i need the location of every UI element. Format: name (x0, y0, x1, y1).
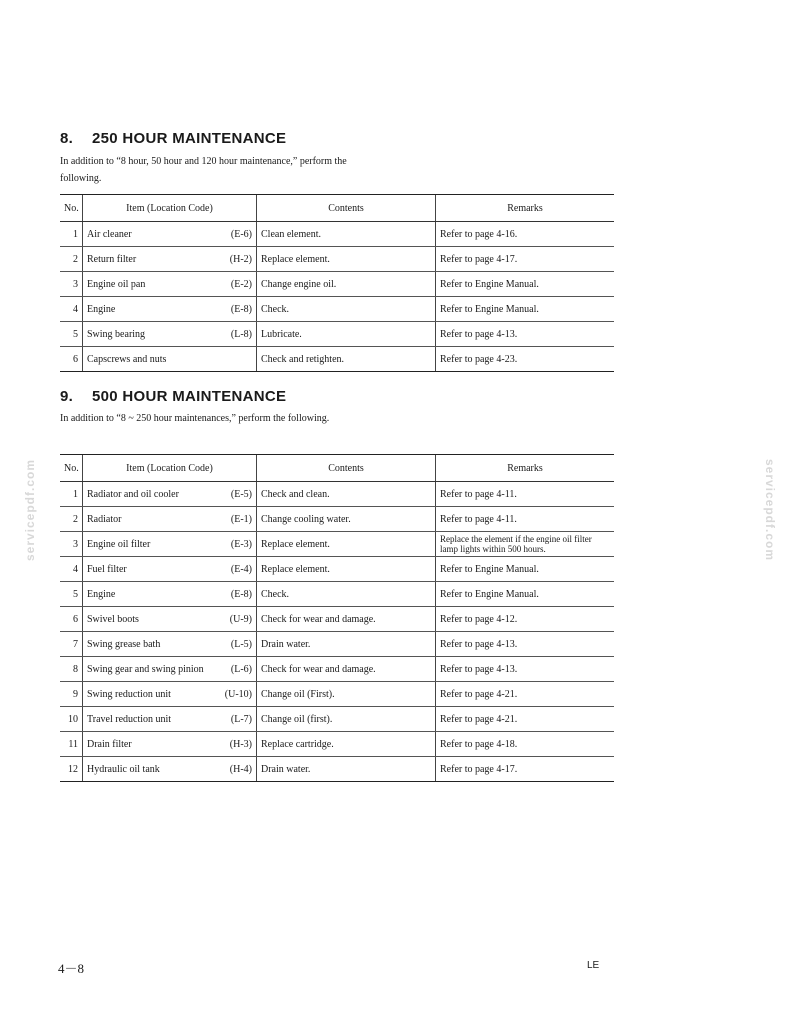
item-location-code: (E-8) (230, 588, 252, 600)
row-contents: Check. (257, 582, 436, 607)
row-item (83, 247, 257, 272)
row-number: 4 (60, 297, 83, 322)
table-row (60, 507, 614, 532)
row-remarks: Refer to page 4-21. (436, 682, 615, 707)
header-item: Item (Location Code) (83, 455, 257, 482)
row-remarks: Refer to page 4-13. (436, 632, 615, 657)
row-contents: Replace cartridge. (257, 732, 436, 757)
row-remarks: Refer to page 4-11. (436, 482, 615, 507)
section-250-title (60, 130, 286, 147)
item-name: Swivel boots (87, 613, 139, 625)
row-item (83, 607, 257, 632)
section-500-intro: In addition to “8 ~ 250 hour maintenances,” perform the following. (60, 413, 330, 424)
item-name: Engine (87, 588, 116, 600)
table-row (60, 532, 614, 557)
item-location-code: (H-2) (229, 253, 252, 265)
row-contents: Change oil (first). (257, 707, 436, 732)
row-contents: Check. (257, 297, 436, 322)
row-item (83, 482, 257, 507)
row-contents: Check for wear and damage. (257, 657, 436, 682)
table-500-hour (60, 454, 614, 782)
table-250-hour (60, 194, 614, 372)
row-remarks: Refer to Engine Manual. (436, 272, 615, 297)
row-number: 5 (60, 322, 83, 347)
item-location-code: (L-5) (230, 638, 252, 650)
row-item (83, 632, 257, 657)
table-row (60, 272, 614, 297)
item-location-code: (U-9) (229, 613, 252, 625)
row-remarks: Refer to page 4-12. (436, 607, 615, 632)
item-location-code: (U-10) (224, 688, 252, 700)
row-remarks: Refer to page 4-23. (436, 347, 615, 372)
section-500-title (60, 388, 286, 405)
header-item: Item (Location Code) (83, 195, 257, 222)
watermark-left: servicepdf.com (23, 458, 37, 562)
item-location-code: (L-6) (230, 663, 252, 675)
row-item (83, 582, 257, 607)
item-name: Capscrews and nuts (87, 353, 167, 365)
row-number: 9 (60, 682, 83, 707)
row-number: 7 (60, 632, 83, 657)
row-contents: Change engine oil. (257, 272, 436, 297)
item-location-code: (L-8) (230, 328, 252, 340)
table-row (60, 247, 614, 272)
row-number: 8 (60, 657, 83, 682)
item-location-code: (E-1) (230, 513, 252, 525)
section-250-number: 8. (60, 130, 74, 147)
header-remarks: Remarks (436, 455, 615, 482)
item-name: Swing gear and swing pinion (87, 663, 204, 675)
row-remarks: Replace the element if the engine oil filter lamp lights within 500 hours. (436, 532, 615, 557)
row-item (83, 272, 257, 297)
row-contents: Drain water. (257, 632, 436, 657)
row-item (83, 557, 257, 582)
row-contents: Change oil (First). (257, 682, 436, 707)
table-row (60, 582, 614, 607)
header-contents: Contents (257, 195, 436, 222)
row-remarks: Refer to page 4-16. (436, 222, 615, 247)
row-item (83, 732, 257, 757)
row-number: 4 (60, 557, 83, 582)
row-item (83, 347, 257, 372)
section-250-title-text: 250 HOUR MAINTENANCE (92, 130, 287, 147)
table-250-body (60, 222, 614, 372)
row-number: 2 (60, 507, 83, 532)
table-500-body (60, 482, 614, 782)
row-contents: Replace element. (257, 247, 436, 272)
table-row (60, 297, 614, 322)
row-item (83, 222, 257, 247)
table-header-row (60, 195, 614, 222)
row-number: 6 (60, 347, 83, 372)
watermark-right: servicepdf.com (763, 458, 777, 562)
header-remarks: Remarks (436, 195, 615, 222)
row-contents: Check and clean. (257, 482, 436, 507)
header-contents: Contents (257, 455, 436, 482)
row-contents: Drain water. (257, 757, 436, 782)
row-remarks: Refer to Engine Manual. (436, 297, 615, 322)
table-row (60, 632, 614, 657)
item-location-code: (E-4) (230, 563, 252, 575)
item-name: Drain filter (87, 738, 132, 750)
item-name: Swing grease bath (87, 638, 161, 650)
item-name: Radiator and oil cooler (87, 488, 179, 500)
row-remarks: Refer to page 4-21. (436, 707, 615, 732)
item-location-code: (E-5) (230, 488, 252, 500)
table-row (60, 482, 614, 507)
row-item (83, 507, 257, 532)
row-number: 5 (60, 582, 83, 607)
header-no: No. (60, 195, 83, 222)
table-header-row (60, 455, 614, 482)
table-row (60, 347, 614, 372)
section-500-title-text: 500 HOUR MAINTENANCE (92, 388, 287, 405)
row-remarks: Refer to page 4-17. (436, 757, 615, 782)
row-number: 1 (60, 482, 83, 507)
section-500-number: 9. (60, 388, 74, 405)
item-name: Radiator (87, 513, 122, 525)
item-name: Swing bearing (87, 328, 146, 340)
row-contents: Lubricate. (257, 322, 436, 347)
table-row (60, 682, 614, 707)
table-row (60, 557, 614, 582)
row-remarks: Refer to page 4-18. (436, 732, 615, 757)
header-no: No. (60, 455, 83, 482)
row-number: 6 (60, 607, 83, 632)
row-contents: Replace element. (257, 532, 436, 557)
item-name: Engine (87, 303, 116, 315)
row-contents: Replace element. (257, 557, 436, 582)
item-name: Travel reduction unit (87, 713, 172, 725)
item-name: Air cleaner (87, 228, 132, 240)
row-contents: Check and retighten. (257, 347, 436, 372)
row-remarks: Refer to page 4-11. (436, 507, 615, 532)
item-location-code: (E-6) (230, 228, 252, 240)
item-name: Return filter (87, 253, 137, 265)
item-location-code: (L-7) (230, 713, 252, 725)
item-name: Engine oil filter (87, 538, 151, 550)
row-remarks: Refer to Engine Manual. (436, 557, 615, 582)
table-row (60, 607, 614, 632)
item-location-code: (H-3) (229, 738, 252, 750)
row-number: 10 (60, 707, 83, 732)
row-item (83, 757, 257, 782)
item-location-code: (E-3) (230, 538, 252, 550)
item-location-code: (H-4) (229, 763, 252, 775)
row-item (83, 297, 257, 322)
item-name: Fuel filter (87, 563, 127, 575)
row-item (83, 322, 257, 347)
table-row (60, 757, 614, 782)
table-row (60, 732, 614, 757)
table-row (60, 657, 614, 682)
item-name: Swing reduction unit (87, 688, 171, 700)
row-number: 3 (60, 532, 83, 557)
row-item (83, 532, 257, 557)
row-remarks: Refer to page 4-13. (436, 657, 615, 682)
table-row (60, 222, 614, 247)
row-number: 12 (60, 757, 83, 782)
row-number: 2 (60, 247, 83, 272)
row-item (83, 657, 257, 682)
page-number: 4－8 (58, 961, 85, 976)
item-name: Engine oil pan (87, 278, 146, 290)
row-contents: Check for wear and damage. (257, 607, 436, 632)
row-number: 1 (60, 222, 83, 247)
row-item (83, 707, 257, 732)
section-250-intro: In addition to “8 hour, 50 hour and 120 hour maintenance,” perform the following. (60, 156, 347, 184)
table-row (60, 322, 614, 347)
row-number: 11 (60, 732, 83, 757)
row-contents: Clean element. (257, 222, 436, 247)
row-remarks: Refer to page 4-13. (436, 322, 615, 347)
table-row (60, 707, 614, 732)
footer-code: LE (587, 960, 600, 971)
row-remarks: Refer to page 4-17. (436, 247, 615, 272)
item-location-code: (E-8) (230, 303, 252, 315)
item-name: Hydraulic oil tank (87, 763, 160, 775)
row-remarks: Refer to Engine Manual. (436, 582, 615, 607)
item-location-code: (E-2) (230, 278, 252, 290)
row-item (83, 682, 257, 707)
row-contents: Change cooling water. (257, 507, 436, 532)
row-number: 3 (60, 272, 83, 297)
